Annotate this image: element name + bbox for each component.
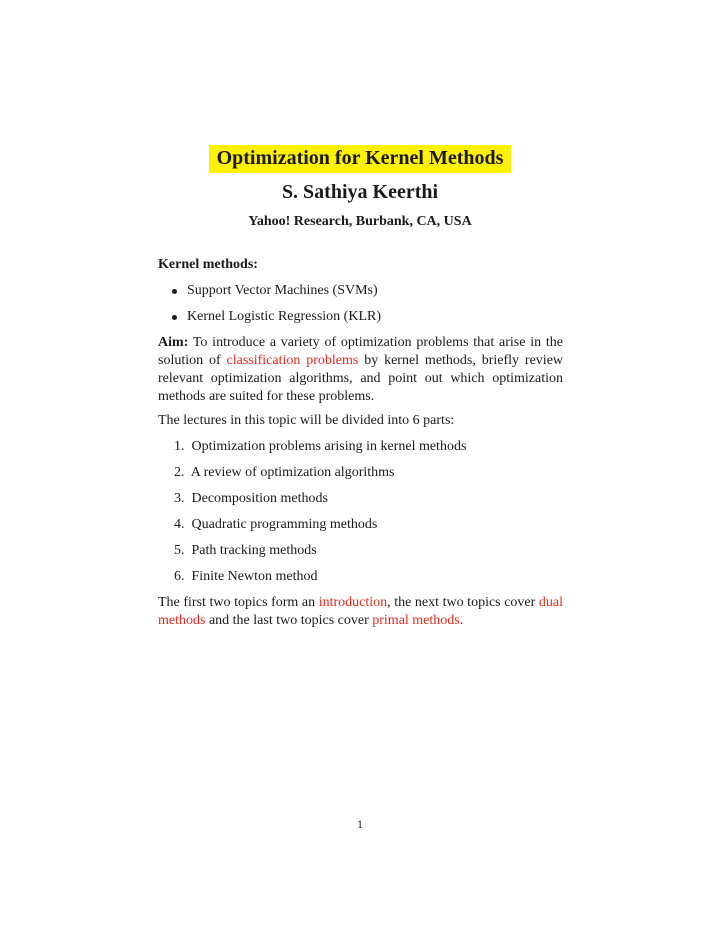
list-number: 3. [174,491,185,506]
page-title: Optimization for Kernel Methods [209,145,512,173]
affiliation: Yahoo! Research, Burbank, CA, USA [248,214,472,229]
lectures-intro: The lectures in this topic will be divided into 6 parts: [158,413,455,428]
author-name: S. Sathiya Keerthi [281,181,439,203]
bullet-icon [172,289,177,294]
closing-text-d: . [459,613,464,628]
list-item-text: Quadratic programming methods [191,517,378,532]
list-item [158,464,563,490]
list-item-text: Finite Newton method [191,569,318,584]
closing-paragraph [158,594,563,630]
aim-text-1: To introduce a variety of optimization problems that arise in the solution of [158,335,563,368]
list-item [158,282,563,308]
list-number: 6. [174,569,185,584]
list-number: 1. [174,439,185,454]
list-item-text: A review of optimization algorithms [190,465,395,480]
classification-problems-link[interactable]: classification problems [226,353,359,368]
list-number: 4. [174,517,185,532]
dual-methods-link[interactable]: dual methods [158,595,563,628]
closing-text-b: , the next two topics cover [387,595,539,610]
list-item [158,542,563,568]
list-item [158,438,563,464]
title-block [0,145,720,173]
list-item-text: Kernel Logistic Regression (KLR) [187,309,382,324]
list-item [158,568,563,594]
list-number: 2. [174,465,185,480]
aim-label: Aim: [158,335,189,350]
introduction-link[interactable]: introduction [318,595,388,610]
bullet-icon [172,315,177,320]
kernel-methods-list [158,282,563,334]
kernel-methods-heading: Kernel methods: [158,257,258,272]
page-number: 1 [357,817,363,831]
list-item-text: Support Vector Machines (SVMs) [187,283,378,298]
aim-text-2: by kernel methods, briefly review relevant optimization algorithms, and point out which optimization methods are suited for these problems. [158,353,564,404]
parts-list [158,438,563,594]
closing-text-a: The first two topics form an [158,595,319,610]
primal-methods-link[interactable]: primal methods [372,613,460,628]
list-item [158,516,563,542]
list-item-text: Decomposition methods [191,491,328,506]
list-item-text: Path tracking methods [191,543,317,558]
closing-text-c: and the last two topics cover [205,613,373,628]
list-item-text: Optimization problems arising in kernel methods [191,439,467,454]
list-number: 5. [174,543,185,558]
list-item [158,490,563,516]
list-item [158,308,563,334]
aim-paragraph [158,334,563,406]
